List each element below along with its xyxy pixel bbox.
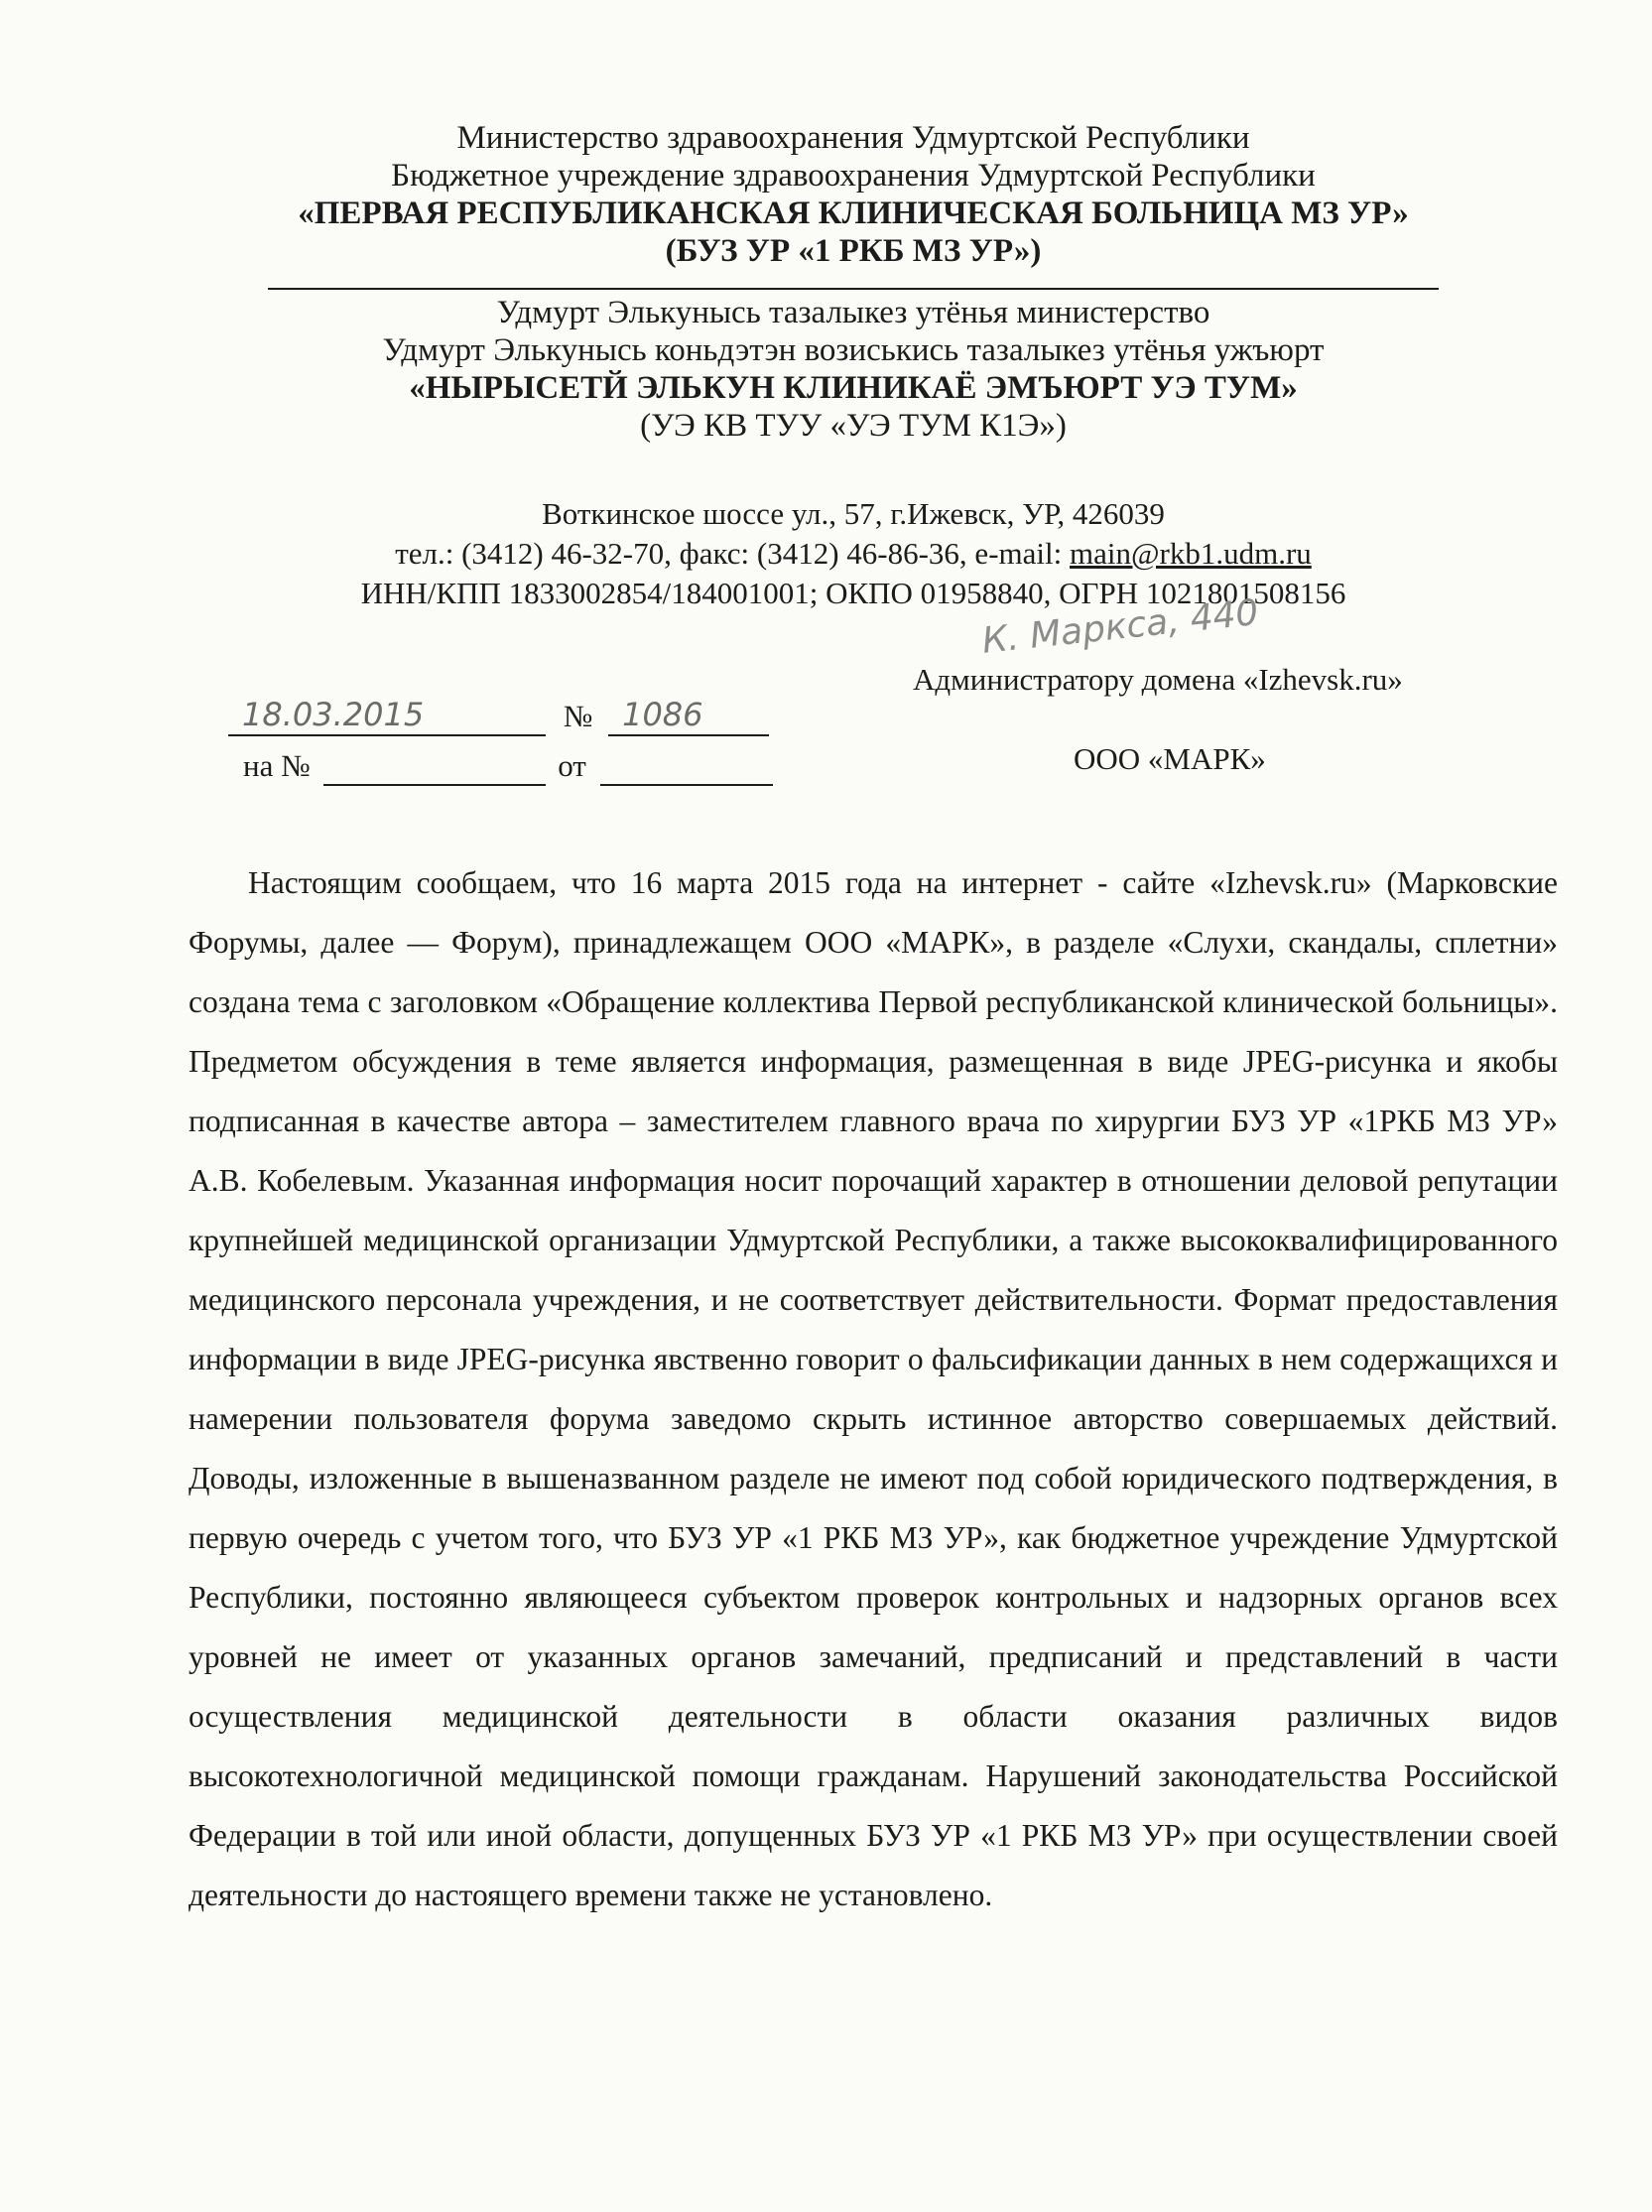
institution-abbrev-udmurt: (УЭ КВ ТУУ «УЭ ТУМ К1Э») [640, 408, 1067, 444]
email-link[interactable]: main@rkb1.udm.ru [1069, 536, 1312, 571]
incoming-reference [243, 746, 773, 786]
handwritten-date: 18.03.2015 [242, 696, 425, 733]
letter-body: Настоящим сообщаем, что 16 марта 2015 года на интернет - сайте «Izhevsk.ru» (Марковские Форумы, далее — Форум), принадлежащем ООО «МАРК», в разделе «Слухи, скандалы, сплетни» создана тема с заголовком «Обращение коллектива Первой республиканской клинической больницы». Предметом обсуждения в теме является информация, размещенная в виде JPEG-рисунка и якобы подписанная в качестве автора – заместителем главного врача по хирургии БУЗ УР «1РКБ МЗ УР» А.В. Кобелевым. Указанная информация носит порочащий характер в отношении деловой репутации крупнейшей медицинской организации Удмуртской Республики, а также высококвалифицированного медицинского персонала учреждения, и не соответствует действительности. Формат предоставления информации в виде JPEG-рисунка явственно говорит о фальсификации данных в нем содержащихся и намерении пользователя форума заведомо скрыть истинное авторство совершаемых действий. Доводы, изложенные в вышеназванном разделе не имеют под собой юридического подтверждения, в первую очередь с учетом того, что БУЗ УР «1 РКБ МЗ УР», как бюджетное учреждение Удмуртской Республики, постоянно являющееся субъектом проверок контрольных и надзорных органов всех уровней не имеет от указанных органов замечаний, предписаний и представлений в части осуществления медицинской деятельности в области оказания различных видов высокотехнологичной медицинской помощи гражданам. Нарушений законодательства Российской Федерации в той или иной области, допущенных БУЗ УР «1 РКБ МЗ УР» при осуществлении своей деятельности до настоящего времени также не установлено. [189, 865, 1558, 1912]
addressee-line-1: Администратору домена «Izhevsk.ru» [913, 662, 1403, 697]
addressee-block [913, 660, 1528, 779]
postal-address: Воткинское шоссе ул., 57, г.Ижевск, УР, 426039 [542, 496, 1165, 531]
reference-label: на № [243, 748, 311, 783]
number-field [608, 696, 769, 736]
ministry-name-udmurt: Удмурт Элькунысь тазалыкез утёнья министерство [496, 295, 1210, 330]
date-field [228, 696, 546, 736]
requisites: ИНН/КПП 1833002854/184001001; ОКПО 01958840, ОГРН 1021801508156 [360, 576, 1346, 610]
phone-line [258, 534, 1449, 574]
institution-type: Бюджетное учреждение здравоохранения Удмуртской Республики [391, 158, 1316, 194]
institution-name: «ПЕРВАЯ РЕСПУБЛИКАНСКАЯ КЛИНИЧЕСКАЯ БОЛЬНИЦА МЗ УР» [298, 195, 1409, 231]
ministry-name: Министерство здравоохранения Удмуртской Республики [456, 120, 1250, 156]
handwritten-number: 1086 [622, 696, 703, 733]
pencil-annotation: К. Маркса, 440 [979, 591, 1261, 662]
reference-date-field [600, 752, 773, 786]
institution-abbrev: (БУЗ УР «1 РКБ МЗ УР») [665, 233, 1042, 269]
letterhead-russian [258, 119, 1449, 270]
outgoing-registration [228, 697, 769, 736]
reference-number-field [323, 752, 546, 786]
number-label: № [563, 699, 593, 733]
contact-block [258, 494, 1449, 613]
letterhead-divider [268, 288, 1439, 290]
institution-type-udmurt: Удмурт Элькунысь коньдэтэн возиськись тазалыкез утёнья ужъюрт [382, 332, 1325, 368]
addressee-line-2: ООО «МАРК» [1074, 741, 1266, 776]
letterhead-udmurt [258, 294, 1449, 445]
from-label: от [558, 748, 586, 783]
institution-name-udmurt: «НЫРЫСЕТЙ ЭЛЬКУН КЛИНИКАЁ ЭМЪЮРТ УЭ ТУМ» [409, 370, 1298, 406]
phone-fax: тел.: (3412) 46-32-70, факс: (3412) 46-86-36, e-mail: [395, 536, 1070, 571]
